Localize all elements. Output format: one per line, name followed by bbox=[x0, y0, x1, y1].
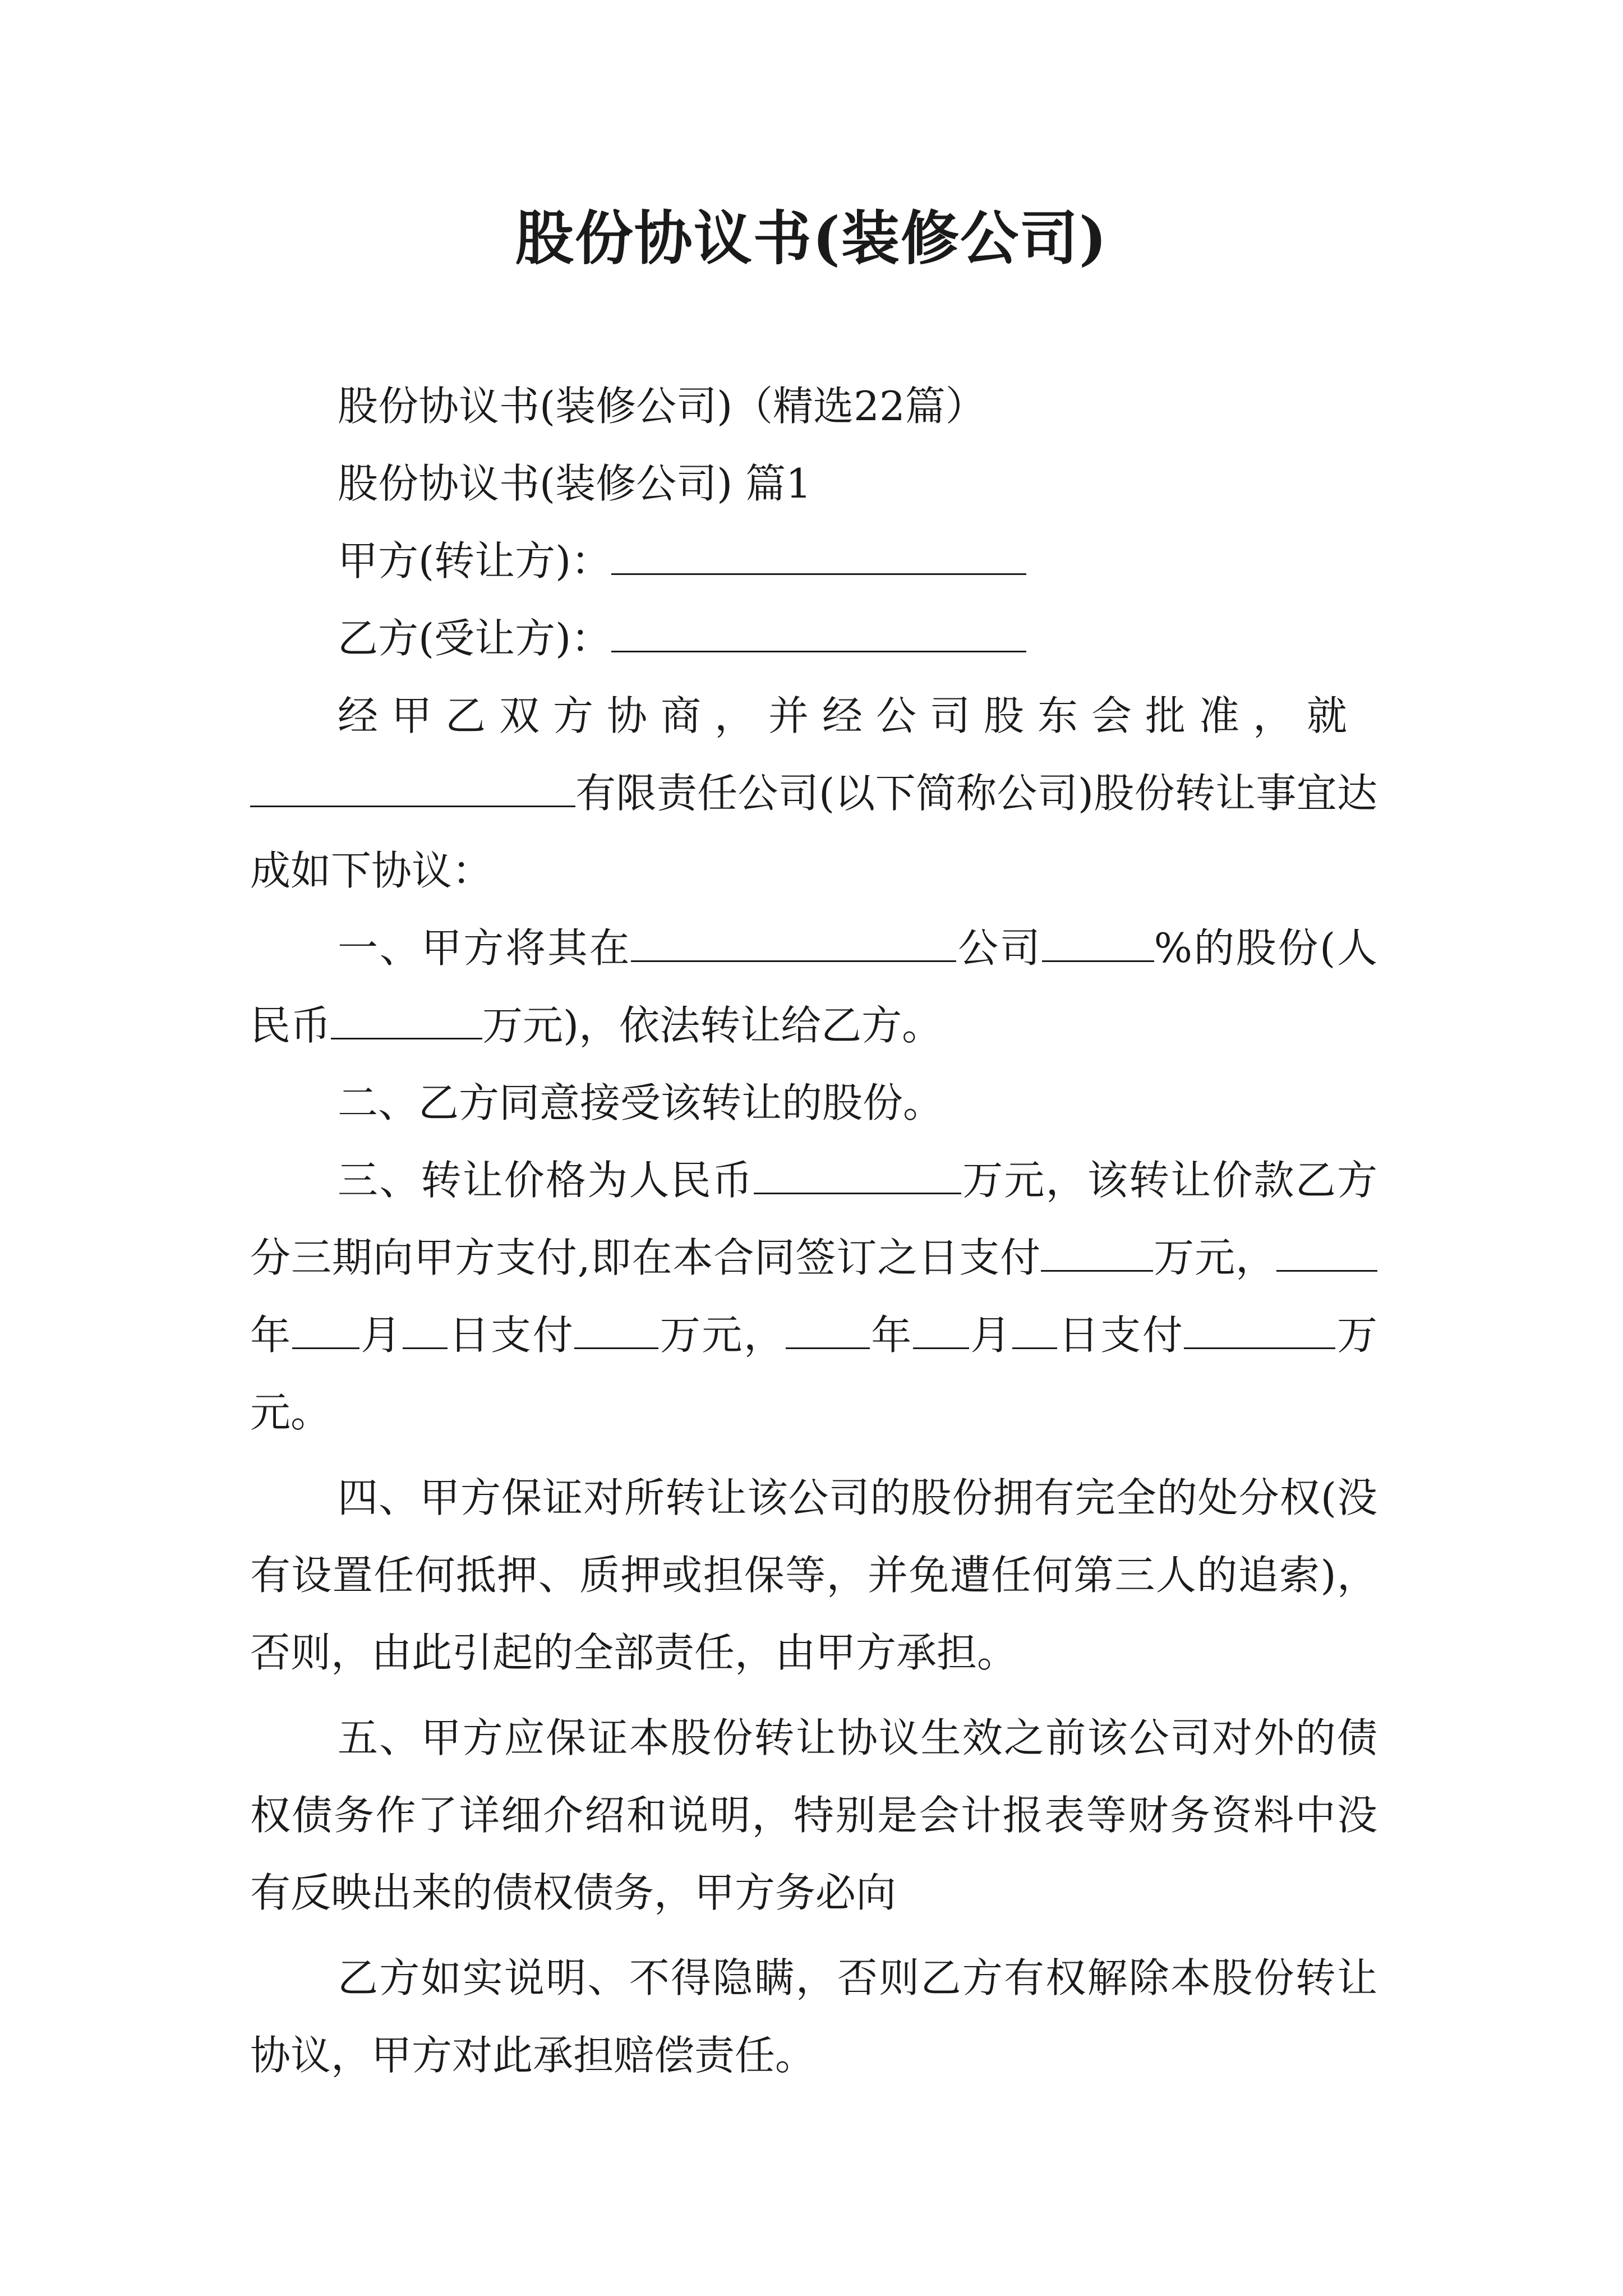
intro-text-2: 有限责任公司(以下简称公司)股份转让事宜达成如下协议： bbox=[250, 770, 1377, 894]
party-a-line bbox=[250, 522, 1377, 600]
clause-1-company-blank bbox=[631, 920, 956, 962]
clause-4: 四、甲方保证对所转让该公司的股份拥有完全的处分权(没有设置任何抵押、质押或担保等，并免遭任何第三人的追索)，否则，由此引起的全部责任，由甲方承担。 bbox=[250, 1474, 1377, 1676]
party-a-blank bbox=[611, 533, 1026, 575]
intro-text-1: 经甲乙双方协商，并经公司股东会批准，就 bbox=[338, 692, 1361, 739]
clause-3-text-3: 万元， bbox=[1153, 1234, 1276, 1281]
clause-3-first-pay-blank bbox=[1041, 1230, 1153, 1272]
clause-5: 五、甲方应保证本股份转让协议生效之前该公司对外的债权债务作了详细介绍和说明，特别是会计报表等财务资料中没有反映出来的债权债务，甲方务必向 bbox=[250, 1714, 1377, 1916]
clause-3-day2-blank bbox=[1012, 1307, 1057, 1349]
clause-3-year2: 年 bbox=[869, 1312, 913, 1359]
clause-3-day-pay2: 日支付 bbox=[1057, 1312, 1184, 1359]
clause-1-text-1: 一、甲方将其在 bbox=[338, 924, 631, 972]
clause-3-month: 月 bbox=[359, 1312, 403, 1359]
intro-paragraph bbox=[250, 677, 1377, 754]
subtitle: 股份协议书(装修公司)（精选22篇） bbox=[338, 383, 986, 430]
clause-1-text-2: 公司 bbox=[956, 924, 1042, 972]
party-b-label: 乙方(受让方)： bbox=[338, 615, 612, 662]
clause-3-month-blank bbox=[292, 1307, 359, 1349]
party-b-line bbox=[250, 600, 1377, 677]
clause-3-text-1: 三、转让价格为人民币 bbox=[338, 1157, 754, 1204]
clause-1 bbox=[250, 909, 1377, 1064]
document-title: 股份协议书(装修公司) bbox=[515, 204, 1108, 273]
clause-3-third-pay-blank bbox=[1184, 1307, 1335, 1349]
clause-3-end: 万元。 bbox=[250, 1312, 1377, 1436]
clause-3-day-pay: 日支付 bbox=[447, 1312, 575, 1359]
clause-1-text-4: 万元)，依法转让给乙方。 bbox=[482, 1002, 943, 1049]
intro-paragraph-cont bbox=[250, 754, 1377, 909]
section-heading: 股份协议书(装修公司) 篇1 bbox=[338, 460, 811, 507]
clause-3-year-blank bbox=[1276, 1230, 1377, 1272]
party-a-label: 甲方(转让方)： bbox=[338, 537, 612, 585]
clause-1-amount-blank bbox=[331, 997, 482, 1039]
clause-3-price-blank bbox=[754, 1152, 961, 1194]
clause-3-second-pay-blank bbox=[574, 1307, 658, 1349]
clause-2: 二、乙方同意接受该转让的股份。 bbox=[338, 1079, 944, 1126]
clause-3-month2: 月 bbox=[969, 1312, 1012, 1359]
company-name-blank bbox=[250, 765, 575, 807]
clause-3-text-2: 万元，该转让价款乙方分三期向甲方支付,即在本合同签订之日支付 bbox=[250, 1157, 1377, 1281]
document-body bbox=[250, 367, 1377, 2094]
clause-1-text-3: %的股份(人民币 bbox=[250, 924, 1377, 1049]
clause-3-day-blank bbox=[403, 1307, 448, 1349]
clause-3-year2-blank bbox=[786, 1307, 870, 1349]
clause-1-percent-blank bbox=[1042, 920, 1154, 962]
clause-3 bbox=[250, 1142, 1377, 1451]
party-b-blank bbox=[611, 610, 1026, 652]
clause-5-continued: 乙方如实说明、不得隐瞒，否则乙方有权解除本股份转让协议，甲方对此承担赔偿责任。 bbox=[250, 1954, 1377, 2079]
clause-3-wan: 万元， bbox=[658, 1312, 786, 1359]
clause-3-year: 年 bbox=[250, 1312, 292, 1359]
clause-3-month2-blank bbox=[913, 1307, 969, 1349]
